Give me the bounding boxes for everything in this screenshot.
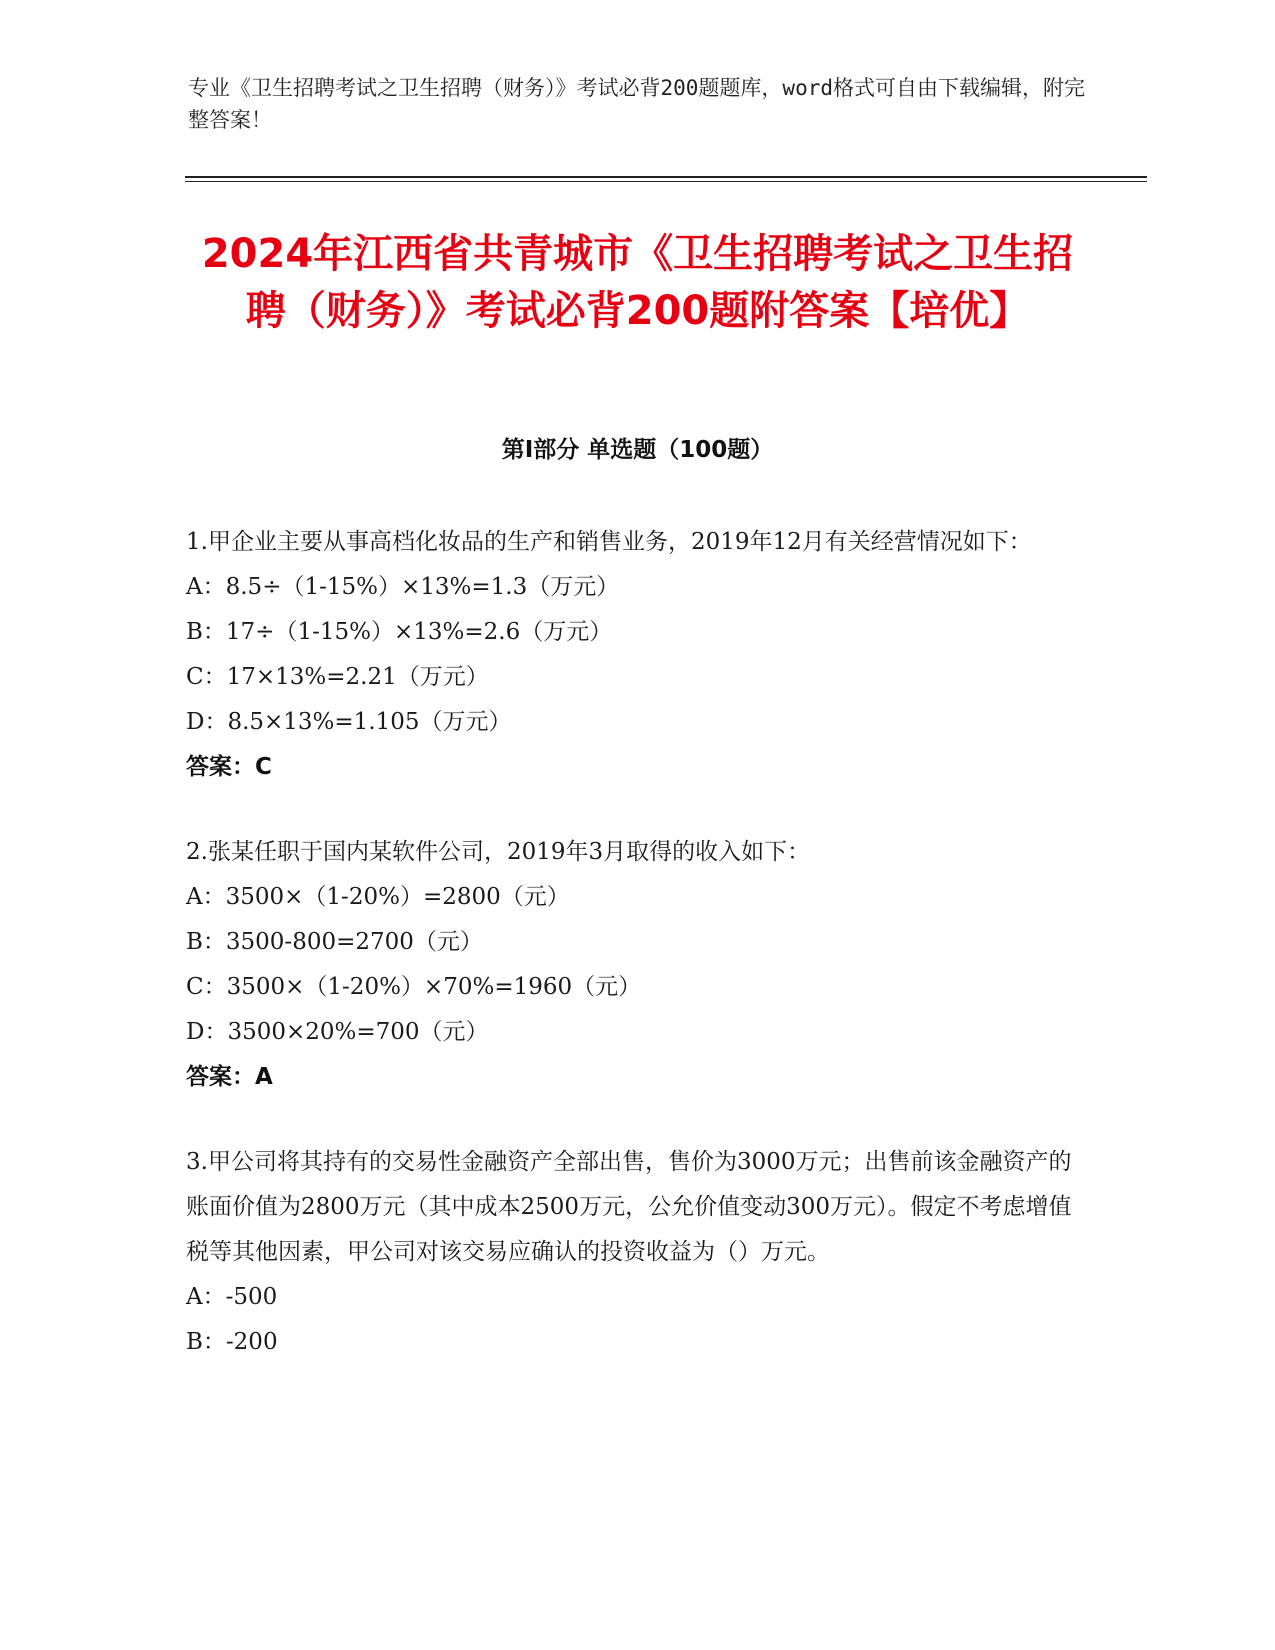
question-2 [186, 830, 1086, 1100]
answer-line: 答案：C [186, 754, 272, 780]
header-note: 专业《卫生招聘考试之卫生招聘（财务）》考试必背200题题库，word格式可自由下载编辑，附完整答案！ [188, 76, 1085, 132]
question-stem: 3.甲公司将其持有的交易性金融资产全部出售，售价为3000万元；出售前该金融资产的账面价值为2800万元（其中成本2500万元，公允价值变动300万元）。假定不考虑增值税等其他因素，甲公司对该交易应确认的投资收益为（）万元。 [186, 1149, 1072, 1265]
header-divider-thick [185, 176, 1147, 178]
document-title: 2024年江西省共青城市《卫生招聘考试之卫生招聘（财务）》考试必背200题附答案【培优】 [201, 231, 1074, 334]
option-c: C：17×13%=2.21（万元） [186, 664, 489, 690]
option-b: B：-200 [186, 1329, 278, 1355]
option-d: D：8.5×13%=1.105（万元） [186, 709, 512, 735]
option-a: A：3500×（1-20%）=2800（元） [186, 884, 570, 910]
question-stem: 1.甲企业主要从事高档化妆品的生产和销售业务，2019年12月有关经营情况如下： [186, 529, 1032, 555]
header-divider-thin [185, 181, 1147, 182]
section-title: 第I部分 单选题（100题） [501, 437, 774, 463]
question-list [186, 520, 1086, 1405]
question-stem: 2.张某任职于国内某软件公司，2019年3月取得的收入如下： [186, 839, 811, 865]
option-d: D：3500×20%=700（元） [186, 1019, 489, 1045]
option-c: C：3500×（1-20%）×70%=1960（元） [186, 974, 642, 1000]
option-b: B：17÷（1-15%）×13%=2.6（万元） [186, 619, 613, 645]
option-a: A：-500 [186, 1284, 278, 1310]
question-1 [186, 520, 1086, 790]
answer-line: 答案：A [186, 1064, 273, 1090]
question-3 [186, 1140, 1086, 1365]
option-b: B：3500-800=2700（元） [186, 929, 483, 955]
option-a: A：8.5÷（1-15%）×13%=1.3（万元） [186, 574, 620, 600]
